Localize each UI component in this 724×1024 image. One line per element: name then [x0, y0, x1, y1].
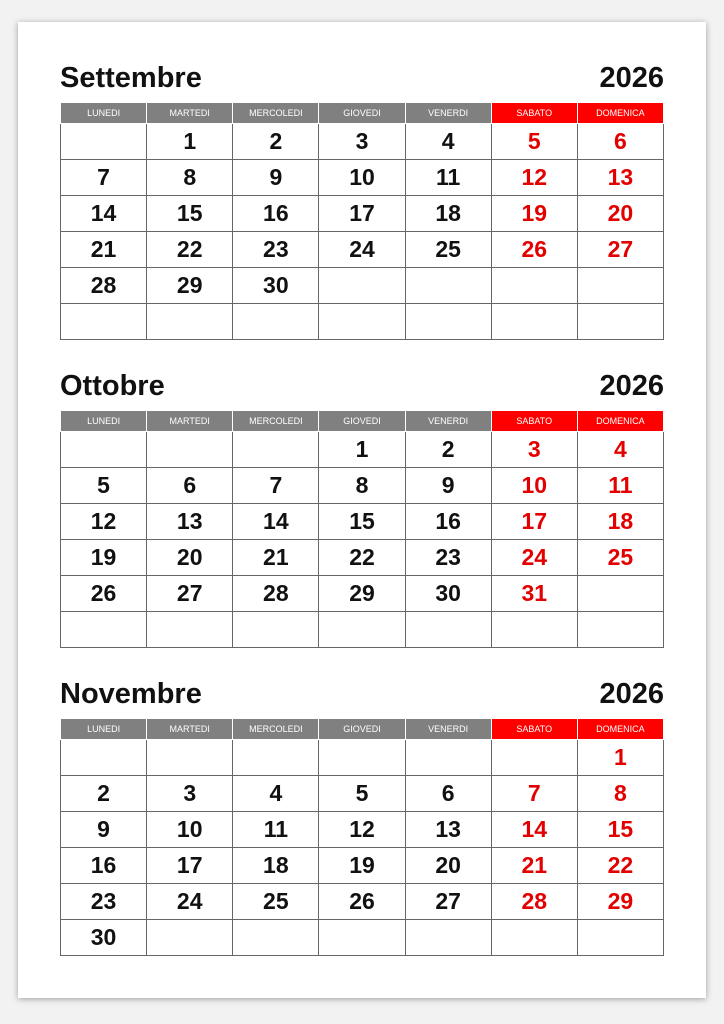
weekday-header: GIOVEDI — [319, 103, 405, 124]
day-cell: 6 — [577, 124, 663, 160]
month-year: 2026 — [599, 678, 664, 710]
month-header — [60, 368, 664, 406]
day-cell — [491, 612, 577, 648]
day-cell — [405, 740, 491, 776]
day-cell — [147, 612, 233, 648]
day-cell — [61, 612, 147, 648]
week-row — [61, 468, 664, 504]
day-cell: 24 — [147, 884, 233, 920]
day-cell: 21 — [233, 540, 319, 576]
weekday-header: MARTEDI — [147, 103, 233, 124]
day-cell: 1 — [319, 432, 405, 468]
day-cell: 24 — [319, 232, 405, 268]
day-cell: 8 — [319, 468, 405, 504]
day-cell: 18 — [577, 504, 663, 540]
month-title: Ottobre — [60, 370, 165, 402]
day-cell: 30 — [405, 576, 491, 612]
day-cell: 25 — [577, 540, 663, 576]
day-cell: 2 — [233, 124, 319, 160]
day-cell — [147, 432, 233, 468]
day-cell: 12 — [491, 160, 577, 196]
day-cell: 22 — [319, 540, 405, 576]
day-cell — [491, 268, 577, 304]
day-cell — [61, 740, 147, 776]
day-cell: 24 — [491, 540, 577, 576]
day-cell — [577, 920, 663, 956]
weekday-header: DOMENICA — [577, 411, 663, 432]
weekday-header: GIOVEDI — [319, 411, 405, 432]
day-cell — [147, 740, 233, 776]
day-cell — [233, 432, 319, 468]
calendar-page — [18, 22, 706, 998]
day-cell — [577, 576, 663, 612]
day-cell — [233, 612, 319, 648]
weekday-header: MARTEDI — [147, 411, 233, 432]
day-cell: 27 — [405, 884, 491, 920]
day-cell: 28 — [491, 884, 577, 920]
day-cell: 1 — [577, 740, 663, 776]
month-year: 2026 — [599, 62, 664, 94]
day-cell — [405, 920, 491, 956]
month-section — [60, 368, 664, 606]
day-cell — [577, 612, 663, 648]
day-cell: 21 — [61, 232, 147, 268]
day-cell: 27 — [577, 232, 663, 268]
day-cell: 6 — [147, 468, 233, 504]
day-cell: 4 — [405, 124, 491, 160]
day-cell — [319, 740, 405, 776]
week-row — [61, 232, 664, 268]
day-cell: 2 — [405, 432, 491, 468]
week-row — [61, 504, 664, 540]
day-cell: 16 — [233, 196, 319, 232]
day-cell: 11 — [405, 160, 491, 196]
week-row — [61, 812, 664, 848]
day-cell — [405, 612, 491, 648]
day-cell — [233, 920, 319, 956]
day-cell: 29 — [147, 268, 233, 304]
day-cell: 10 — [491, 468, 577, 504]
day-cell — [491, 920, 577, 956]
weekday-header: LUNEDI — [61, 719, 147, 740]
day-cell: 11 — [233, 812, 319, 848]
day-cell: 17 — [147, 848, 233, 884]
week-row — [61, 432, 664, 468]
weekday-header: DOMENICA — [577, 719, 663, 740]
day-cell: 23 — [61, 884, 147, 920]
weekday-header: VENERDI — [405, 719, 491, 740]
day-cell — [405, 268, 491, 304]
day-cell: 30 — [61, 920, 147, 956]
day-cell: 23 — [405, 540, 491, 576]
day-cell — [61, 432, 147, 468]
day-cell — [405, 304, 491, 340]
day-cell: 12 — [319, 812, 405, 848]
day-cell: 7 — [491, 776, 577, 812]
calendar-grid — [60, 102, 664, 340]
weekday-header: SABATO — [491, 103, 577, 124]
day-cell: 11 — [577, 468, 663, 504]
weekday-header: SABATO — [491, 411, 577, 432]
day-cell: 14 — [233, 504, 319, 540]
month-section — [60, 60, 664, 298]
day-cell: 20 — [147, 540, 233, 576]
day-cell: 9 — [405, 468, 491, 504]
weekday-header: MERCOLEDI — [233, 103, 319, 124]
week-row — [61, 920, 664, 956]
weekday-header: LUNEDI — [61, 411, 147, 432]
day-cell: 26 — [491, 232, 577, 268]
day-cell: 3 — [147, 776, 233, 812]
day-cell — [319, 612, 405, 648]
day-cell: 9 — [233, 160, 319, 196]
day-cell: 6 — [405, 776, 491, 812]
day-cell: 22 — [577, 848, 663, 884]
day-cell: 8 — [147, 160, 233, 196]
day-cell: 4 — [577, 432, 663, 468]
week-row — [61, 776, 664, 812]
day-cell: 27 — [147, 576, 233, 612]
day-cell: 29 — [577, 884, 663, 920]
calendar-grid — [60, 410, 664, 648]
day-cell: 15 — [147, 196, 233, 232]
weekday-header-row — [61, 719, 664, 740]
day-cell — [319, 920, 405, 956]
day-cell: 26 — [319, 884, 405, 920]
week-row — [61, 612, 664, 648]
weekday-header: LUNEDI — [61, 103, 147, 124]
day-cell — [233, 740, 319, 776]
day-cell: 15 — [577, 812, 663, 848]
day-cell — [61, 124, 147, 160]
weekday-header: DOMENICA — [577, 103, 663, 124]
day-cell: 28 — [233, 576, 319, 612]
day-cell: 8 — [577, 776, 663, 812]
day-cell: 30 — [233, 268, 319, 304]
month-section — [60, 676, 664, 950]
weekday-header: VENERDI — [405, 103, 491, 124]
day-cell: 12 — [61, 504, 147, 540]
day-cell: 31 — [491, 576, 577, 612]
day-cell: 20 — [577, 196, 663, 232]
day-cell — [319, 304, 405, 340]
day-cell: 3 — [491, 432, 577, 468]
month-title: Novembre — [60, 678, 202, 710]
day-cell: 20 — [405, 848, 491, 884]
day-cell: 18 — [233, 848, 319, 884]
weekday-header: MARTEDI — [147, 719, 233, 740]
week-row — [61, 540, 664, 576]
day-cell — [233, 304, 319, 340]
weekday-header-row — [61, 103, 664, 124]
day-cell: 22 — [147, 232, 233, 268]
day-cell: 5 — [491, 124, 577, 160]
month-title: Settembre — [60, 62, 202, 94]
day-cell: 4 — [233, 776, 319, 812]
day-cell: 7 — [61, 160, 147, 196]
weekday-header: VENERDI — [405, 411, 491, 432]
day-cell: 19 — [319, 848, 405, 884]
day-cell: 23 — [233, 232, 319, 268]
day-cell: 14 — [61, 196, 147, 232]
calendar-grid — [60, 718, 664, 956]
day-cell: 5 — [319, 776, 405, 812]
day-cell: 7 — [233, 468, 319, 504]
day-cell: 16 — [405, 504, 491, 540]
day-cell: 10 — [319, 160, 405, 196]
day-cell: 29 — [319, 576, 405, 612]
day-cell: 3 — [319, 124, 405, 160]
month-header — [60, 676, 664, 714]
week-row — [61, 740, 664, 776]
week-row — [61, 160, 664, 196]
day-cell: 19 — [491, 196, 577, 232]
day-cell: 14 — [491, 812, 577, 848]
weekday-header: MERCOLEDI — [233, 411, 319, 432]
weekday-header: GIOVEDI — [319, 719, 405, 740]
day-cell: 17 — [319, 196, 405, 232]
day-cell — [491, 740, 577, 776]
day-cell: 15 — [319, 504, 405, 540]
day-cell: 13 — [147, 504, 233, 540]
day-cell — [319, 268, 405, 304]
day-cell: 21 — [491, 848, 577, 884]
week-row — [61, 576, 664, 612]
weekday-header: SABATO — [491, 719, 577, 740]
day-cell — [147, 920, 233, 956]
day-cell: 13 — [405, 812, 491, 848]
day-cell: 10 — [147, 812, 233, 848]
day-cell: 5 — [61, 468, 147, 504]
day-cell: 19 — [61, 540, 147, 576]
week-row — [61, 124, 664, 160]
day-cell: 28 — [61, 268, 147, 304]
month-year: 2026 — [599, 370, 664, 402]
day-cell: 25 — [405, 232, 491, 268]
day-cell — [491, 304, 577, 340]
week-row — [61, 848, 664, 884]
day-cell: 16 — [61, 848, 147, 884]
month-header — [60, 60, 664, 98]
day-cell: 17 — [491, 504, 577, 540]
day-cell: 18 — [405, 196, 491, 232]
day-cell — [61, 304, 147, 340]
weekday-header: MERCOLEDI — [233, 719, 319, 740]
week-row — [61, 884, 664, 920]
week-row — [61, 268, 664, 304]
day-cell — [577, 304, 663, 340]
day-cell: 25 — [233, 884, 319, 920]
week-row — [61, 196, 664, 232]
weekday-header-row — [61, 411, 664, 432]
week-row — [61, 304, 664, 340]
day-cell: 2 — [61, 776, 147, 812]
day-cell — [577, 268, 663, 304]
day-cell — [147, 304, 233, 340]
day-cell: 13 — [577, 160, 663, 196]
day-cell: 9 — [61, 812, 147, 848]
day-cell: 26 — [61, 576, 147, 612]
day-cell: 1 — [147, 124, 233, 160]
